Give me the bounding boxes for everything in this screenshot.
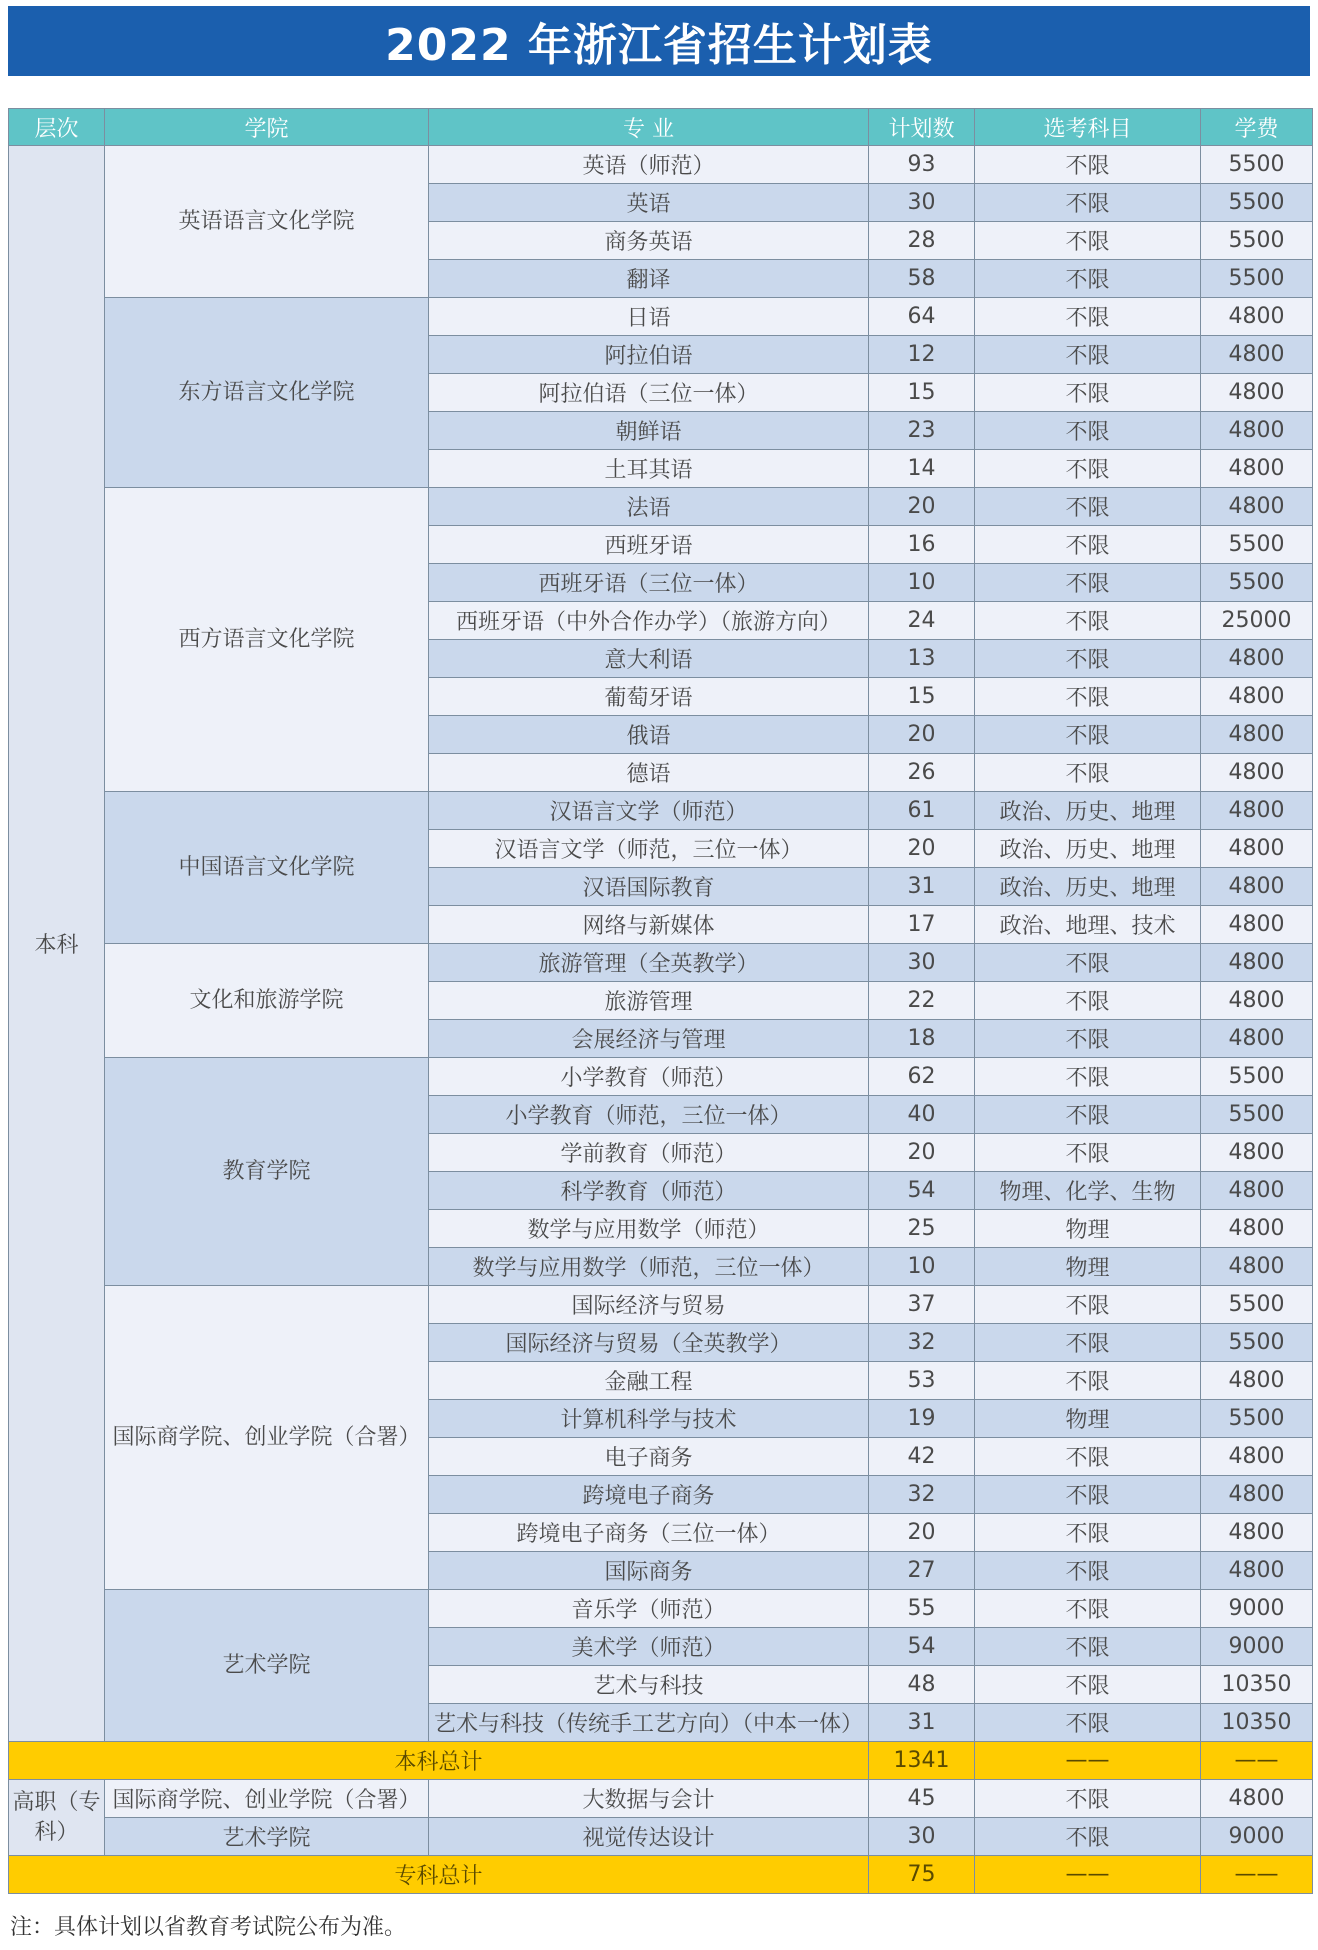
total-plan: 1341 <box>869 1742 975 1780</box>
fee-cell: 4800 <box>1201 792 1313 830</box>
subjects-cell: 不限 <box>975 298 1201 336</box>
fee-cell: 5500 <box>1201 184 1313 222</box>
college-cell: 中国语言文化学院 <box>105 792 429 944</box>
total-row <box>9 1856 1313 1894</box>
plan-cell: 30 <box>869 1818 975 1856</box>
plan-cell: 54 <box>869 1628 975 1666</box>
subjects-cell: 不限 <box>975 1020 1201 1058</box>
subjects-cell: 物理、化学、生物 <box>975 1172 1201 1210</box>
fee-cell: 4800 <box>1201 336 1313 374</box>
major-cell: 会展经济与管理 <box>429 1020 869 1058</box>
fee-cell: 4800 <box>1201 450 1313 488</box>
plan-cell: 28 <box>869 222 975 260</box>
level-cell: 高职（专科） <box>9 1780 105 1856</box>
college-cell: 艺术学院 <box>105 1818 429 1856</box>
subjects-cell: 政治、地理、技术 <box>975 906 1201 944</box>
plan-cell: 62 <box>869 1058 975 1096</box>
plan-cell: 20 <box>869 830 975 868</box>
plan-cell: 58 <box>869 260 975 298</box>
plan-cell: 20 <box>869 488 975 526</box>
plan-cell: 16 <box>869 526 975 564</box>
major-cell: 艺术与科技 <box>429 1666 869 1704</box>
subjects-cell: 不限 <box>975 146 1201 184</box>
table-row <box>9 1780 1313 1818</box>
major-cell: 日语 <box>429 298 869 336</box>
fee-cell: 9000 <box>1201 1590 1313 1628</box>
subjects-cell: 不限 <box>975 602 1201 640</box>
major-cell: 计算机科学与技术 <box>429 1400 869 1438</box>
major-cell: 德语 <box>429 754 869 792</box>
major-cell: 法语 <box>429 488 869 526</box>
subjects-cell: 不限 <box>975 450 1201 488</box>
subjects-cell: 不限 <box>975 1058 1201 1096</box>
major-cell: 学前教育（师范） <box>429 1134 869 1172</box>
major-cell: 小学教育（师范） <box>429 1058 869 1096</box>
major-cell: 科学教育（师范） <box>429 1172 869 1210</box>
fee-cell: 5500 <box>1201 564 1313 602</box>
subjects-cell: 不限 <box>975 944 1201 982</box>
fee-cell: 4800 <box>1201 906 1313 944</box>
fee-cell: 4800 <box>1201 1248 1313 1286</box>
total-subjects: —— <box>975 1742 1201 1780</box>
major-cell: 土耳其语 <box>429 450 869 488</box>
fee-cell: 4800 <box>1201 1210 1313 1248</box>
footnote: 注：具体计划以省教育考试院公布为准。 <box>10 1915 407 1940</box>
subjects-cell: 不限 <box>975 1286 1201 1324</box>
subjects-cell: 不限 <box>975 526 1201 564</box>
major-cell: 国际经济与贸易（全英教学） <box>429 1324 869 1362</box>
table-header-row <box>9 109 1313 146</box>
major-cell: 葡萄牙语 <box>429 678 869 716</box>
header-major: 专 业 <box>429 109 869 146</box>
plan-cell: 32 <box>869 1476 975 1514</box>
plan-cell: 40 <box>869 1096 975 1134</box>
subjects-cell: 不限 <box>975 1552 1201 1590</box>
subjects-cell: 政治、历史、地理 <box>975 830 1201 868</box>
plan-cell: 31 <box>869 1704 975 1742</box>
plan-cell: 48 <box>869 1666 975 1704</box>
major-cell: 国际经济与贸易 <box>429 1286 869 1324</box>
fee-cell: 10350 <box>1201 1666 1313 1704</box>
major-cell: 商务英语 <box>429 222 869 260</box>
subjects-cell: 不限 <box>975 1704 1201 1742</box>
college-cell: 东方语言文化学院 <box>105 298 429 488</box>
fee-cell: 4800 <box>1201 374 1313 412</box>
fee-cell: 9000 <box>1201 1818 1313 1856</box>
table-row <box>9 1058 1313 1096</box>
subjects-cell: 不限 <box>975 1818 1201 1856</box>
plan-cell: 20 <box>869 1514 975 1552</box>
fee-cell: 5500 <box>1201 222 1313 260</box>
subjects-cell: 不限 <box>975 1324 1201 1362</box>
fee-cell: 4800 <box>1201 412 1313 450</box>
plan-cell: 30 <box>869 944 975 982</box>
plan-cell: 93 <box>869 146 975 184</box>
subjects-cell: 不限 <box>975 1628 1201 1666</box>
major-cell: 数学与应用数学（师范） <box>429 1210 869 1248</box>
plan-cell: 42 <box>869 1438 975 1476</box>
plan-cell: 26 <box>869 754 975 792</box>
college-cell: 国际商学院、创业学院（合署） <box>105 1286 429 1590</box>
subjects-cell: 不限 <box>975 640 1201 678</box>
fee-cell: 4800 <box>1201 1438 1313 1476</box>
major-cell: 大数据与会计 <box>429 1780 869 1818</box>
fee-cell: 5500 <box>1201 1324 1313 1362</box>
fee-cell: 4800 <box>1201 1172 1313 1210</box>
fee-cell: 4800 <box>1201 640 1313 678</box>
fee-cell: 4800 <box>1201 830 1313 868</box>
major-cell: 旅游管理（全英教学） <box>429 944 869 982</box>
major-cell: 美术学（师范） <box>429 1628 869 1666</box>
page-title: 2022 年浙江省招生计划表 <box>8 6 1310 76</box>
major-cell: 俄语 <box>429 716 869 754</box>
table-row <box>9 146 1313 184</box>
major-cell: 国际商务 <box>429 1552 869 1590</box>
header-fee: 学费 <box>1201 109 1313 146</box>
major-cell: 视觉传达设计 <box>429 1818 869 1856</box>
subjects-cell: 政治、历史、地理 <box>975 868 1201 906</box>
plan-cell: 61 <box>869 792 975 830</box>
major-cell: 西班牙语（三位一体） <box>429 564 869 602</box>
fee-cell: 4800 <box>1201 678 1313 716</box>
table-row <box>9 792 1313 830</box>
major-cell: 英语（师范） <box>429 146 869 184</box>
fee-cell: 10350 <box>1201 1704 1313 1742</box>
plan-cell: 30 <box>869 184 975 222</box>
level-cell: 本科 <box>9 146 105 1742</box>
fee-cell: 5500 <box>1201 146 1313 184</box>
fee-cell: 5500 <box>1201 1286 1313 1324</box>
major-cell: 艺术与科技（传统手工艺方向）（中本一体） <box>429 1704 869 1742</box>
subjects-cell: 不限 <box>975 412 1201 450</box>
fee-cell: 4800 <box>1201 1780 1313 1818</box>
major-cell: 电子商务 <box>429 1438 869 1476</box>
major-cell: 西班牙语（中外合作办学）（旅游方向） <box>429 602 869 640</box>
major-cell: 数学与应用数学（师范，三位一体） <box>429 1248 869 1286</box>
total-plan: 75 <box>869 1856 975 1894</box>
subjects-cell: 不限 <box>975 678 1201 716</box>
subjects-cell: 物理 <box>975 1400 1201 1438</box>
plan-cell: 45 <box>869 1780 975 1818</box>
fee-cell: 4800 <box>1201 1552 1313 1590</box>
subjects-cell: 不限 <box>975 1590 1201 1628</box>
major-cell: 小学教育（师范，三位一体） <box>429 1096 869 1134</box>
fee-cell: 4800 <box>1201 754 1313 792</box>
fee-cell: 5500 <box>1201 1400 1313 1438</box>
college-cell: 英语语言文化学院 <box>105 146 429 298</box>
plan-cell: 20 <box>869 716 975 754</box>
subjects-cell: 不限 <box>975 222 1201 260</box>
major-cell: 西班牙语 <box>429 526 869 564</box>
header-college: 学院 <box>105 109 429 146</box>
subjects-cell: 不限 <box>975 1476 1201 1514</box>
total-label: 本科总计 <box>9 1742 869 1780</box>
plan-cell: 19 <box>869 1400 975 1438</box>
fee-cell: 4800 <box>1201 298 1313 336</box>
plan-cell: 22 <box>869 982 975 1020</box>
header-level: 层次 <box>9 109 105 146</box>
college-cell: 艺术学院 <box>105 1590 429 1742</box>
major-cell: 阿拉伯语 <box>429 336 869 374</box>
fee-cell: 9000 <box>1201 1628 1313 1666</box>
total-subjects: —— <box>975 1856 1201 1894</box>
college-cell: 文化和旅游学院 <box>105 944 429 1058</box>
plan-cell: 10 <box>869 564 975 602</box>
table-row <box>9 488 1313 526</box>
plan-cell: 10 <box>869 1248 975 1286</box>
major-cell: 阿拉伯语（三位一体） <box>429 374 869 412</box>
college-cell: 西方语言文化学院 <box>105 488 429 792</box>
fee-cell: 5500 <box>1201 526 1313 564</box>
major-cell: 汉语言文学（师范） <box>429 792 869 830</box>
major-cell: 意大利语 <box>429 640 869 678</box>
subjects-cell: 不限 <box>975 1666 1201 1704</box>
total-row <box>9 1742 1313 1780</box>
enrollment-plan-table <box>8 108 1313 1894</box>
major-cell: 英语 <box>429 184 869 222</box>
plan-cell: 20 <box>869 1134 975 1172</box>
subjects-cell: 物理 <box>975 1248 1201 1286</box>
subjects-cell: 不限 <box>975 1134 1201 1172</box>
subjects-cell: 不限 <box>975 1780 1201 1818</box>
subjects-cell: 不限 <box>975 488 1201 526</box>
college-cell: 国际商学院、创业学院（合署） <box>105 1780 429 1818</box>
subjects-cell: 物理 <box>975 1210 1201 1248</box>
fee-cell: 4800 <box>1201 868 1313 906</box>
plan-cell: 18 <box>869 1020 975 1058</box>
major-cell: 旅游管理 <box>429 982 869 1020</box>
fee-cell: 25000 <box>1201 602 1313 640</box>
header-subjects: 选考科目 <box>975 109 1201 146</box>
fee-cell: 4800 <box>1201 488 1313 526</box>
fee-cell: 4800 <box>1201 1020 1313 1058</box>
subjects-cell: 不限 <box>975 374 1201 412</box>
college-cell: 教育学院 <box>105 1058 429 1286</box>
plan-cell: 13 <box>869 640 975 678</box>
fee-cell: 4800 <box>1201 944 1313 982</box>
subjects-cell: 不限 <box>975 1362 1201 1400</box>
plan-cell: 32 <box>869 1324 975 1362</box>
plan-cell: 55 <box>869 1590 975 1628</box>
total-label: 专科总计 <box>9 1856 869 1894</box>
major-cell: 翻译 <box>429 260 869 298</box>
header-plan: 计划数 <box>869 109 975 146</box>
fee-cell: 4800 <box>1201 1476 1313 1514</box>
plan-cell: 53 <box>869 1362 975 1400</box>
fee-cell: 5500 <box>1201 1096 1313 1134</box>
total-fee: —— <box>1201 1742 1313 1780</box>
plan-cell: 25 <box>869 1210 975 1248</box>
subjects-cell: 不限 <box>975 1096 1201 1134</box>
table-row <box>9 944 1313 982</box>
table-row <box>9 298 1313 336</box>
fee-cell: 4800 <box>1201 1514 1313 1552</box>
fee-cell: 5500 <box>1201 260 1313 298</box>
major-cell: 网络与新媒体 <box>429 906 869 944</box>
table-row <box>9 1818 1313 1856</box>
plan-cell: 31 <box>869 868 975 906</box>
plan-cell: 24 <box>869 602 975 640</box>
plan-cell: 15 <box>869 374 975 412</box>
subjects-cell: 不限 <box>975 982 1201 1020</box>
subjects-cell: 不限 <box>975 754 1201 792</box>
subjects-cell: 不限 <box>975 564 1201 602</box>
fee-cell: 4800 <box>1201 1134 1313 1172</box>
table-row <box>9 1286 1313 1324</box>
major-cell: 汉语国际教育 <box>429 868 869 906</box>
major-cell: 金融工程 <box>429 1362 869 1400</box>
subjects-cell: 政治、历史、地理 <box>975 792 1201 830</box>
major-cell: 跨境电子商务（三位一体） <box>429 1514 869 1552</box>
major-cell: 跨境电子商务 <box>429 1476 869 1514</box>
plan-cell: 15 <box>869 678 975 716</box>
subjects-cell: 不限 <box>975 184 1201 222</box>
plan-cell: 12 <box>869 336 975 374</box>
plan-cell: 23 <box>869 412 975 450</box>
plan-cell: 37 <box>869 1286 975 1324</box>
subjects-cell: 不限 <box>975 716 1201 754</box>
major-cell: 汉语言文学（师范，三位一体） <box>429 830 869 868</box>
subjects-cell: 不限 <box>975 1514 1201 1552</box>
subjects-cell: 不限 <box>975 336 1201 374</box>
subjects-cell: 不限 <box>975 1438 1201 1476</box>
plan-cell: 17 <box>869 906 975 944</box>
major-cell: 朝鲜语 <box>429 412 869 450</box>
subjects-cell: 不限 <box>975 260 1201 298</box>
major-cell: 音乐学（师范） <box>429 1590 869 1628</box>
plan-cell: 27 <box>869 1552 975 1590</box>
fee-cell: 4800 <box>1201 1362 1313 1400</box>
plan-cell: 64 <box>869 298 975 336</box>
fee-cell: 5500 <box>1201 1058 1313 1096</box>
table-row <box>9 1590 1313 1628</box>
plan-cell: 54 <box>869 1172 975 1210</box>
plan-cell: 14 <box>869 450 975 488</box>
fee-cell: 4800 <box>1201 716 1313 754</box>
fee-cell: 4800 <box>1201 982 1313 1020</box>
total-fee: —— <box>1201 1856 1313 1894</box>
